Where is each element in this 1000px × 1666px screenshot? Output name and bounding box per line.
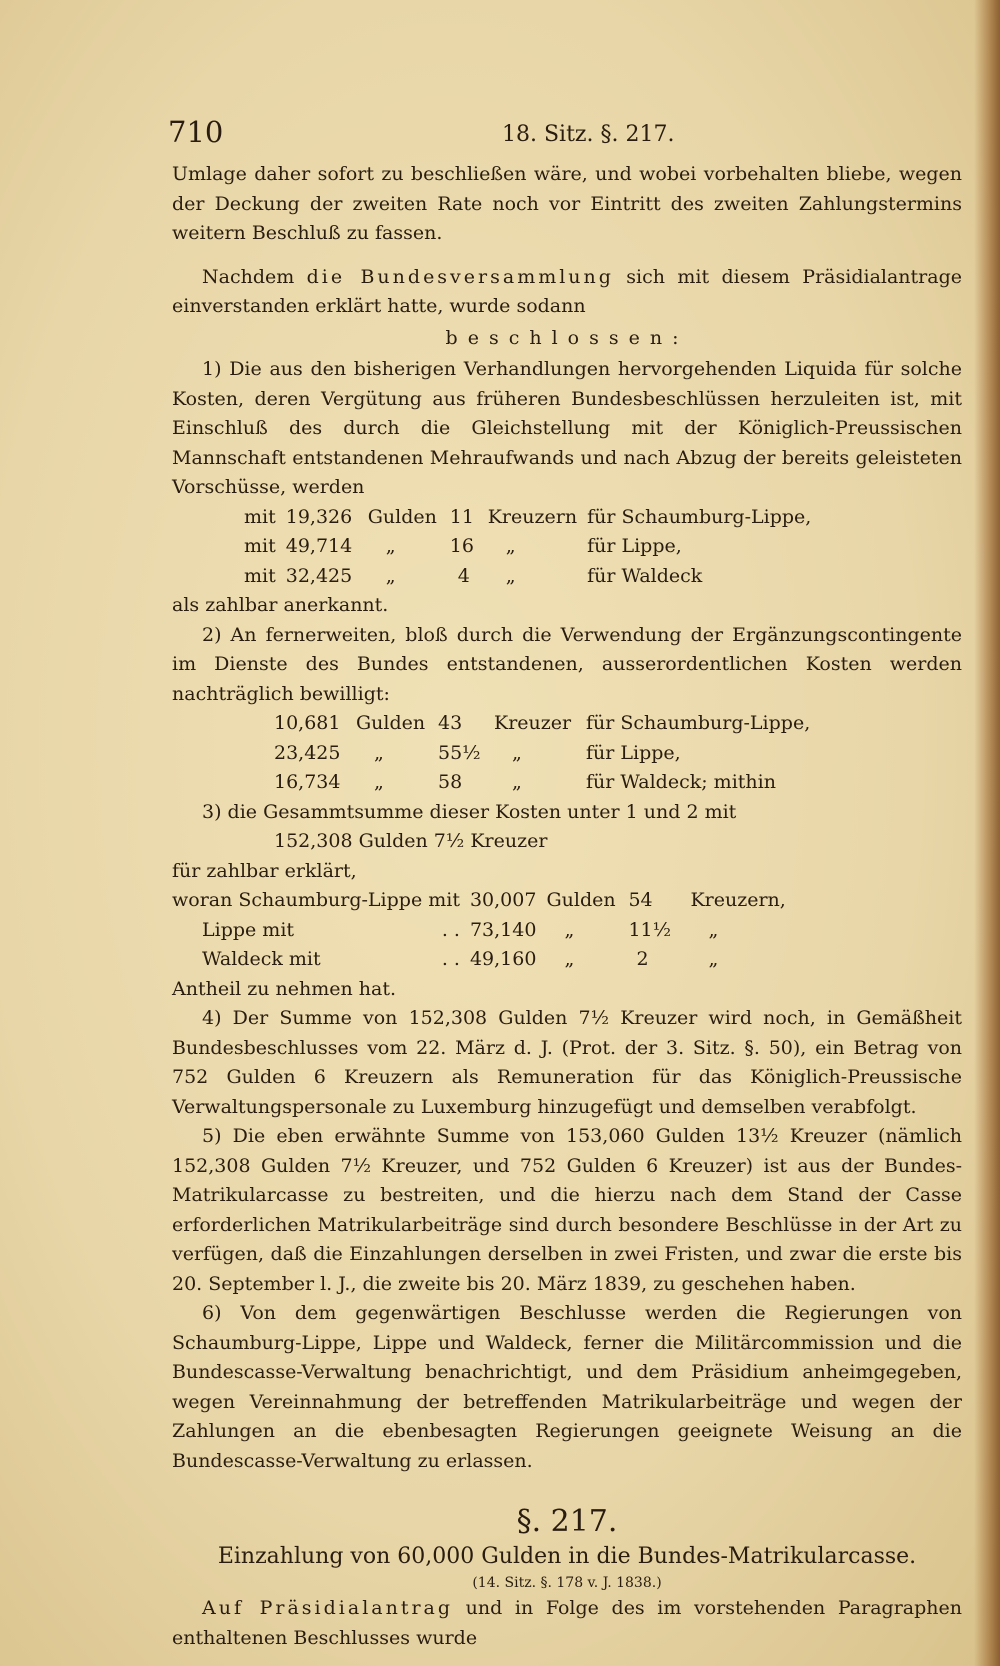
item-1-amounts xyxy=(244,503,821,592)
share-row xyxy=(172,886,796,916)
share-dots: . . xyxy=(441,918,460,941)
amount-kreuzer-unit: Kreuzern xyxy=(487,505,578,528)
nachdem-rest: sich mit diesem Präsidialantrage einverstanden erklärt hatte, wurde sodann xyxy=(172,265,962,317)
beschlossen-heading: beschlossen: xyxy=(445,326,689,349)
share-unit: „ xyxy=(564,948,575,970)
item-1-text: 1) Die aus den bisherigen Verhandlungen hervorgehenden Liquida für solche Kosten, deren Vergütung aus früheren Bundesbeschlüssen herzuleiten ist, mit Einschluß des durch die Gleichstellung mit der Königlich-Preussischen Mannschaft entstandenen Mehraufwands und nach Abzug der bereits geleisteten Vorschüsse, werden xyxy=(172,358,962,498)
section-body xyxy=(172,1594,962,1653)
share-kreuzer-unit: „ xyxy=(708,918,719,941)
amount-prefix: mit xyxy=(244,535,276,557)
share-kreuzer-unit: Kreuzern, xyxy=(690,889,786,911)
amount-recipient: für Waldeck; mithin xyxy=(586,771,776,793)
amount-recipient: für Lippe, xyxy=(586,741,681,764)
item-2-text: 2) An fernerweiten, bloß durch die Verwendung der Ergänzungscontingente im Dienste des Bundes entstandenen, ausserordentlichen Kosten werden nachträglich bewilligt: xyxy=(172,623,962,705)
page-header xyxy=(168,115,962,160)
share-gulden: 49,160 xyxy=(469,948,537,970)
amount-kreuzer: 55½ xyxy=(438,741,481,764)
share-dots: . . xyxy=(441,948,460,970)
item-5-text: 5) Die eben erwähnte Summe von 153,060 Gulden 13½ Kreuzer (nämlich 152,308 Gulden 7½ Kreuzer, und 752 Gulden 6 Kreuzer) ist aus der Bundes-Matrikularcasse zu bestreiten, und die hierzu nach dem Stand der Casse erforderlichen Matrikularbeiträge sind durch besondere Beschlüsse in der Art zu verfügen, daß die Einzahlungen derselben in zwei Fristen, und zwar die erste bis 20. September l. J., die zweite bis 20. März 1839, zu geschehen haben. xyxy=(172,1125,962,1295)
amount-row xyxy=(274,768,820,798)
section-reference: (14. Sitz. §. 178 v. J. 1838.) xyxy=(472,1575,662,1591)
section-title: §. 217. xyxy=(516,1504,618,1539)
share-label: Waldeck mit xyxy=(202,948,321,970)
item-3-total: 152,308 Gulden 7½ Kreuzer xyxy=(274,830,548,852)
section-lead-spaced: Auf Präsidialantrag xyxy=(202,1597,454,1619)
amount-kreuzer-unit: „ xyxy=(512,741,522,764)
amount-row xyxy=(244,562,821,592)
amount-row xyxy=(274,739,820,769)
amount-prefix: mit xyxy=(244,505,276,528)
item-6-text: 6) Von dem gegenwärtigen Beschlusse werden die Regierungen von Schaumburg-Lippe, Lippe und Waldeck, ferner die Militärcommission und die Bundescasse-Verwaltung benachrichtigt, und dem Präsidium anheimgegeben, wegen Vereinnahmung der betreffenden Matrikularbeiträge und wegen der Zahlungen an die ebenbesagten Regierungen geeignete Weisung an die Bundescasse-Verwaltung zu erlassen. xyxy=(172,1302,962,1472)
share-gulden: 73,140 xyxy=(469,918,537,941)
amount-recipient: für Waldeck xyxy=(587,564,703,587)
share-gulden: 30,007 xyxy=(469,889,537,911)
intro-paragraph: Umlage daher sofort zu beschließen wäre, und wobei vorbehalten bliebe, wegen der Deckung der zweiten Rate noch vor Eintritt des zweiten Zahlungstermins weitern Beschluß zu fassen. xyxy=(172,163,962,244)
amount-kreuzer-unit: „ xyxy=(505,535,516,557)
amount-kreuzer: 43 xyxy=(438,712,463,734)
item-3-text: 3) die Gesammtsumme dieser Kosten unter 1 und 2 mit xyxy=(202,800,737,823)
share-unit: Gulden xyxy=(546,889,616,911)
amount-unit: „ xyxy=(374,771,384,793)
nachdem-paragraph xyxy=(172,263,962,322)
item-3-shares xyxy=(172,886,796,975)
share-kreuzer-unit: „ xyxy=(708,948,719,970)
amount-recipient: für Schaumburg-Lippe, xyxy=(587,505,812,528)
amount-gulden: 23,425 xyxy=(274,741,341,764)
item-4-text: 4) Der Summe von 152,308 Gulden 7½ Kreuzer wird noch, in Gemäßheit Bundesbeschlusses vom 22. März d. J. (Prot. der 3. Sitz. §. 50), ein Betrag von 752 Gulden 6 Kreuzern als Remuneration für das Königlich-Preussische Verwaltungspersonale zu Luxemburg hinzugefügt und demselben verabfolgt. xyxy=(172,1007,962,1118)
amount-kreuzer: 58 xyxy=(438,771,463,793)
share-kreuzer: 11½ xyxy=(628,918,672,941)
amount-gulden: 10,681 xyxy=(274,712,341,734)
amount-unit: Gulden xyxy=(367,505,437,528)
amount-row xyxy=(244,532,821,562)
amount-recipient: für Schaumburg-Lippe, xyxy=(586,712,811,734)
nachdem-spaced: die Bundesversammlung xyxy=(306,265,614,288)
amount-kreuzer-unit: „ xyxy=(512,771,522,793)
amount-row xyxy=(244,503,821,533)
section-subtitle: Einzahlung von 60,000 Gulden in die Bundes-Matrikularcasse. xyxy=(217,1544,917,1569)
running-head: 18. Sitz. §. 217. xyxy=(502,122,675,147)
page-edge-shading xyxy=(974,0,1000,1666)
amount-unit: „ xyxy=(385,564,396,587)
share-kreuzer: 2 xyxy=(636,948,649,970)
amount-gulden: 49,714 xyxy=(285,535,353,557)
amount-kreuzer-unit: Kreuzer xyxy=(494,712,572,734)
amount-gulden: 16,734 xyxy=(274,771,341,793)
share-row xyxy=(172,945,796,975)
amount-kreuzer: 11 xyxy=(449,505,474,528)
amount-unit: „ xyxy=(385,535,396,557)
amount-recipient: für Lippe, xyxy=(587,535,682,557)
amount-kreuzer: 16 xyxy=(449,535,474,557)
item-3-closing: Antheil zu nehmen hat. xyxy=(172,977,397,1000)
item-3-mid: für zahlbar erklärt, xyxy=(172,859,357,882)
item-2-amounts xyxy=(274,709,820,798)
amount-gulden: 32,425 xyxy=(285,564,353,587)
amount-kreuzer: 4 xyxy=(457,564,470,587)
share-label: woran Schaumburg-Lippe mit xyxy=(172,889,460,911)
section-body-text: und in Folge des im vorstehenden Paragraphen enthaltenen Beschlusses wurde xyxy=(172,1597,962,1649)
item-1-closing: als zahlbar anerkannt. xyxy=(172,594,389,616)
share-kreuzer: 54 xyxy=(628,889,653,911)
share-row xyxy=(172,916,796,946)
amount-gulden: 19,326 xyxy=(285,505,353,528)
nachdem-lead: Nachdem xyxy=(202,265,307,288)
amount-row xyxy=(274,709,820,739)
page-text xyxy=(168,115,962,1653)
amount-prefix: mit xyxy=(244,564,276,587)
amount-unit: „ xyxy=(374,741,384,764)
share-label: Lippe mit xyxy=(202,918,295,941)
page-number: 710 xyxy=(168,115,224,149)
share-unit: „ xyxy=(564,918,575,941)
amount-kreuzer-unit: „ xyxy=(505,564,516,587)
amount-unit: Gulden xyxy=(356,712,426,734)
